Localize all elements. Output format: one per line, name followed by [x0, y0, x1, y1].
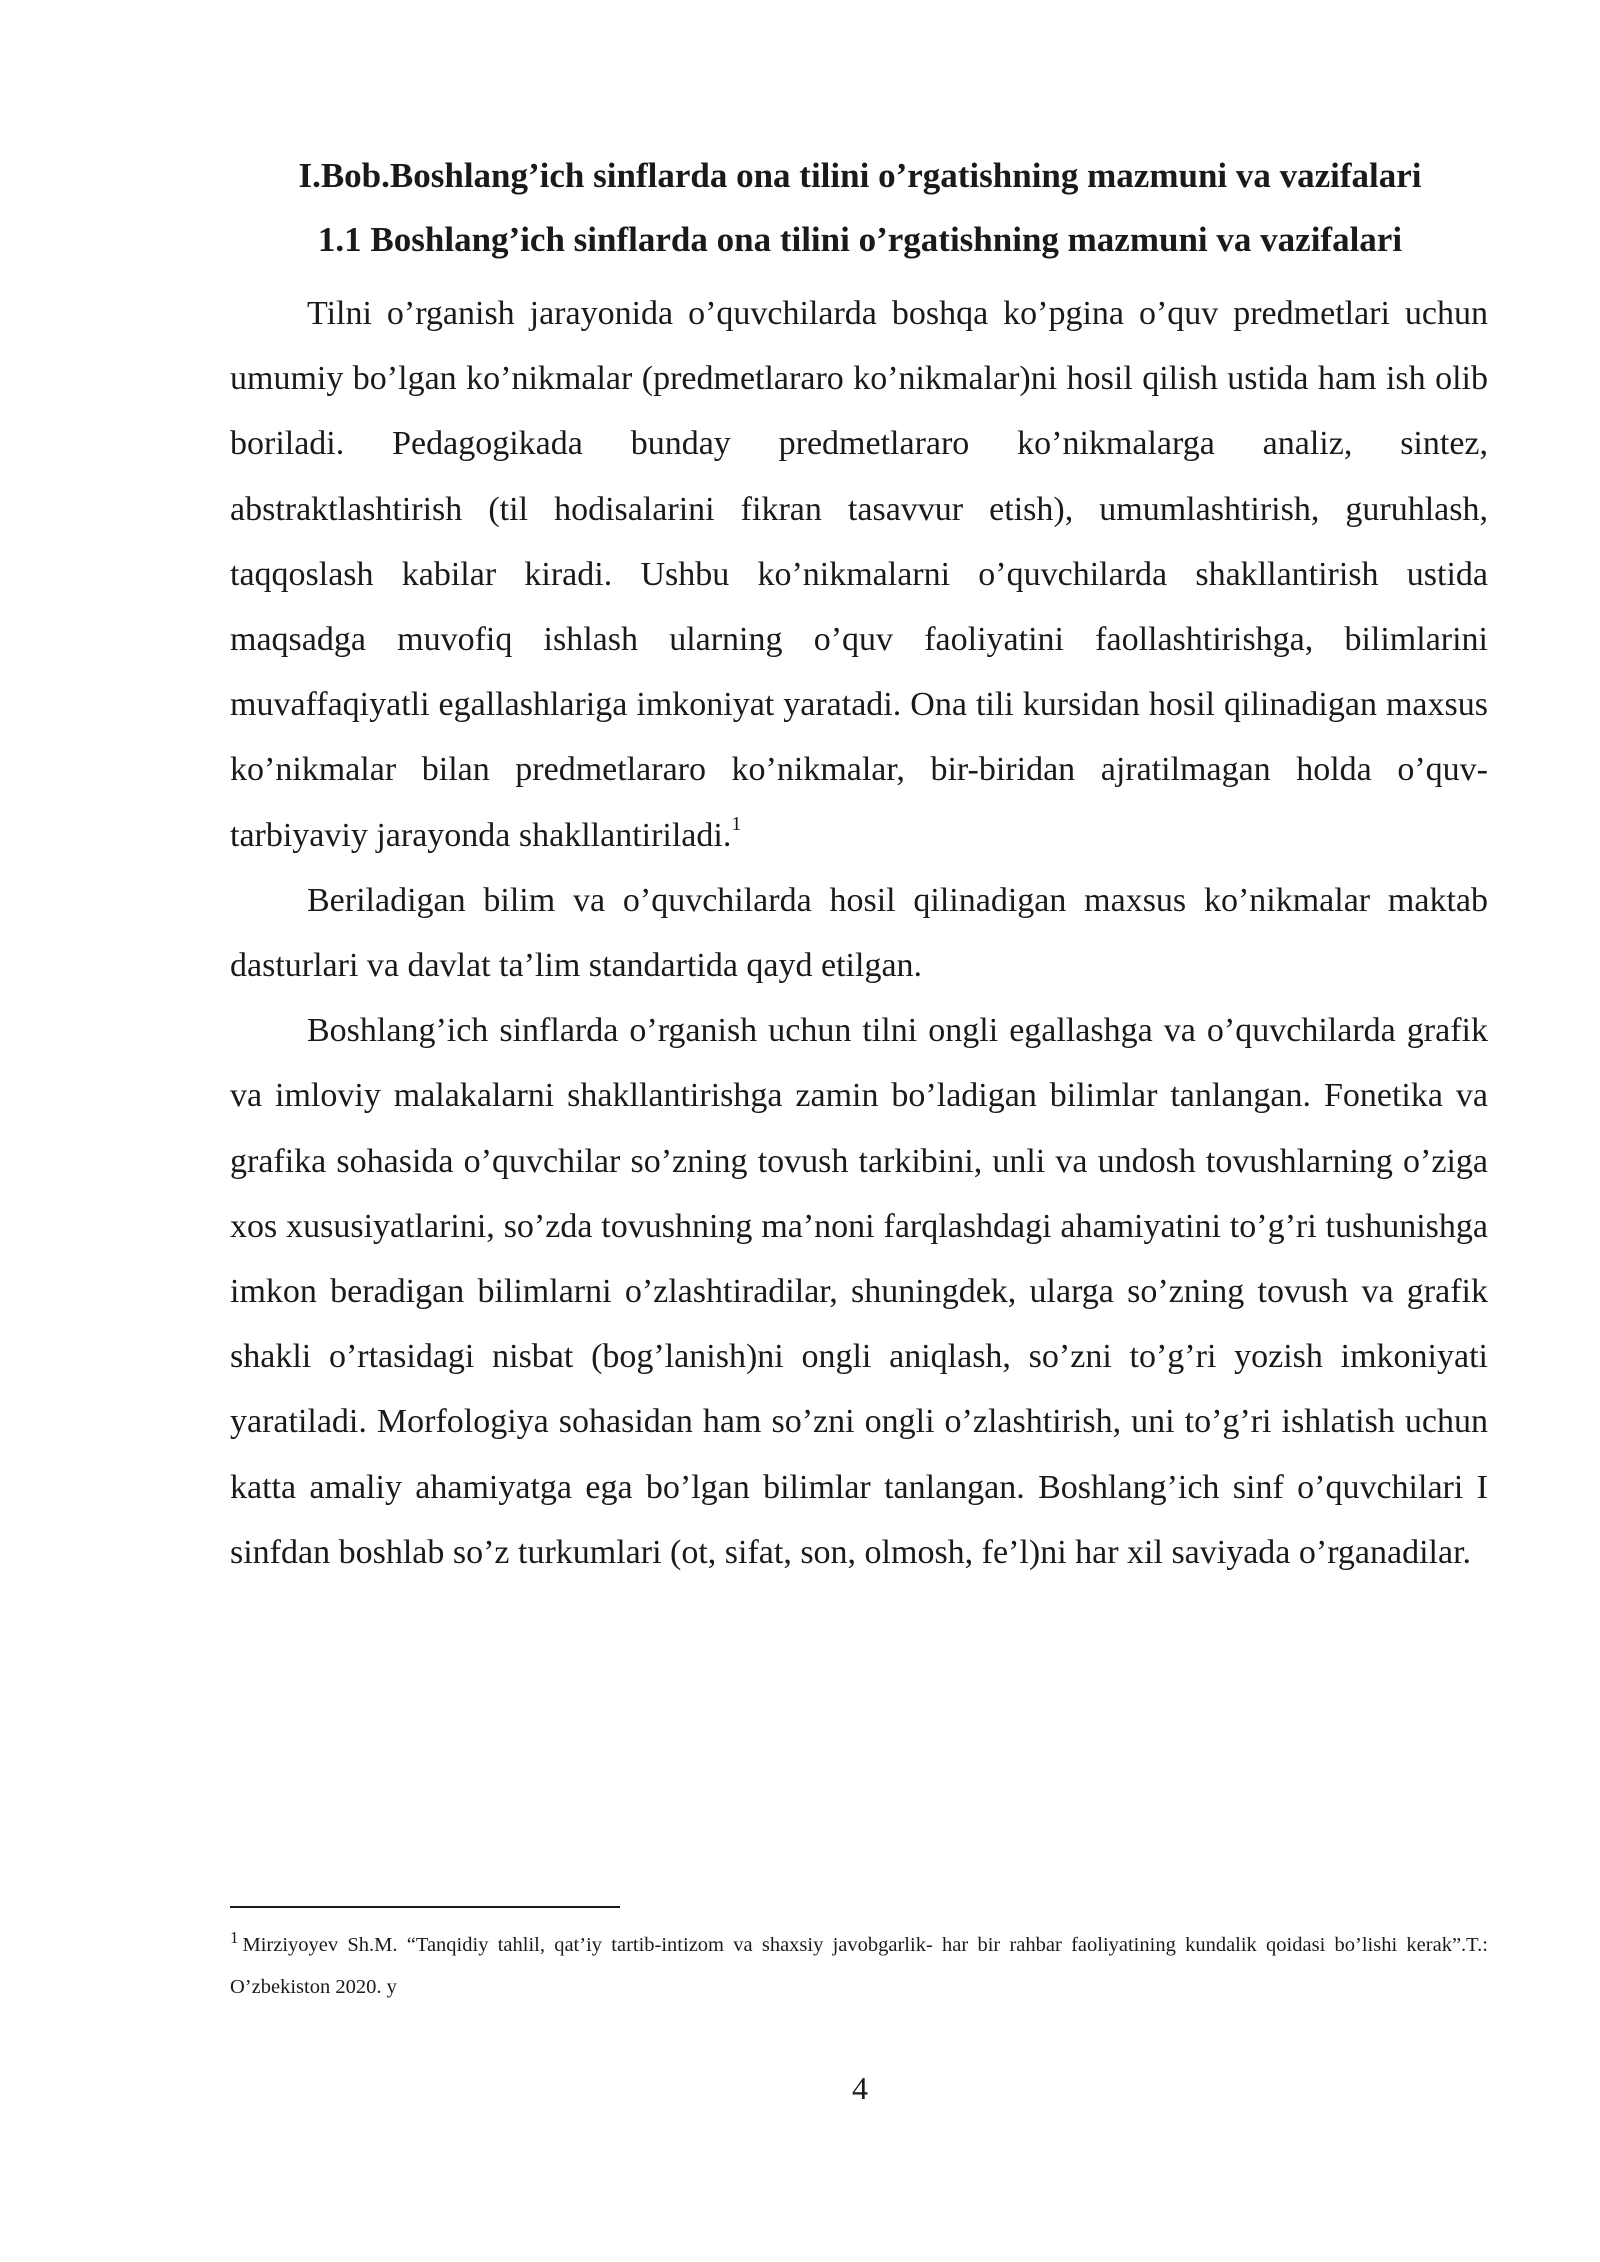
footnote-text: Mirziyoyev Sh.M. “Tanqidiy tahlil, qat’iy tartib-intizom va shaxsiy javobgarlik- har bir rahbar faoliyatining kundalik qoidasi bo’lishi kerak”.T.: O’zbekiston 2020. y	[230, 1934, 1488, 1998]
footnote-reference[interactable]: 1	[731, 812, 742, 835]
paragraph-1	[230, 281, 1488, 868]
body-text	[230, 281, 1488, 1585]
section-heading: 1.1 Boshlang’ich sinflarda ona tilini o’rgatishning mazmuni va vazifalari	[317, 220, 1403, 259]
footnote-number: 1	[230, 1928, 239, 1947]
chapter-heading: I.Bob.Boshlang’ich sinflarda ona tilini o’rgatishning mazmuni va vazifalari	[298, 156, 1422, 195]
paragraph-1-text: Tilni o’rganish jarayonida o’quvchilarda boshqa ko’pgina o’quv predmetlari uchun umumiy bo’lgan ko’nikmalar (predmetlararo ko’nikmalar)ni hosil qilish ustida ham ish olib boriladi. Pedagogikada bunday predmetlararo ko’nikmalarga analiz, sintez, abstraktlashtirish (til hodisalarini fikran tasavvur etish), umumlashtirish, guruhlash, taqqoslash kabilar kiradi. Ushbu ko’nikmalarni o’quvchilarda shakllantirish ustida maqsadga muvofiq ishlash ularning o’quv faoliyatini faollashtirishga, bilimlarini muvaffaqiyatli egallashlariga imkoniyat yaratadi. Ona tili kursidan hosil qilinadigan maxsus ko’nikmalar bilan predmetlararo ko’nikmalar, bir-biridan ajratilmagan holda o’quv-tarbiyaviy jarayonda shakllantiriladi.	[230, 295, 1488, 854]
footnote	[230, 1924, 1488, 2008]
footnote-divider	[230, 1906, 620, 1908]
paragraph-2: Beriladigan bilim va o’quvchilarda hosil qilinadigan maxsus ko’nikmalar maktab dasturlari va davlat ta’lim standartida qayd etilgan.	[230, 881, 1488, 985]
paragraph-3: Boshlang’ich sinflarda o’rganish uchun tilni ongli egallashga va o’quvchilarda grafik va imloviy malakalarni shakllantirishga zamin bo’ladigan bilimlar tanlangan. Fonetika va grafika sohasida o’quvchilar so’zning tovush tarkibini, unli va undosh tovushlarning o’ziga xos xususiyatlarini, so’zda tovushning ma’noni farqlashdagi ahamiyatini to’g’ri tushunishga imkon beradigan bilimlarni o’zlashtiradilar, shuningdek, ularga so’zning tovush va grafik shakli o’rtasidagi nisbat (bog’lanish)ni ongli aniqlash, so’zni to’g’ri yozish imkoniyati yaratiladi. Morfologiya sohasidan ham so’zni ongli o’zlashtirish, uni to’g’ri ishlatish uchun katta amaliy ahamiyatga ega bo’lgan bilimlar tanlangan. Boshlang’ich sinf o’quvchilari I sinfdan boshlab so’z turkumlari (ot, sifat, son, olmosh, fe’l)ni har xil saviyada o’rganadilar.	[230, 1012, 1488, 1571]
page-number: 4	[852, 2070, 868, 2106]
